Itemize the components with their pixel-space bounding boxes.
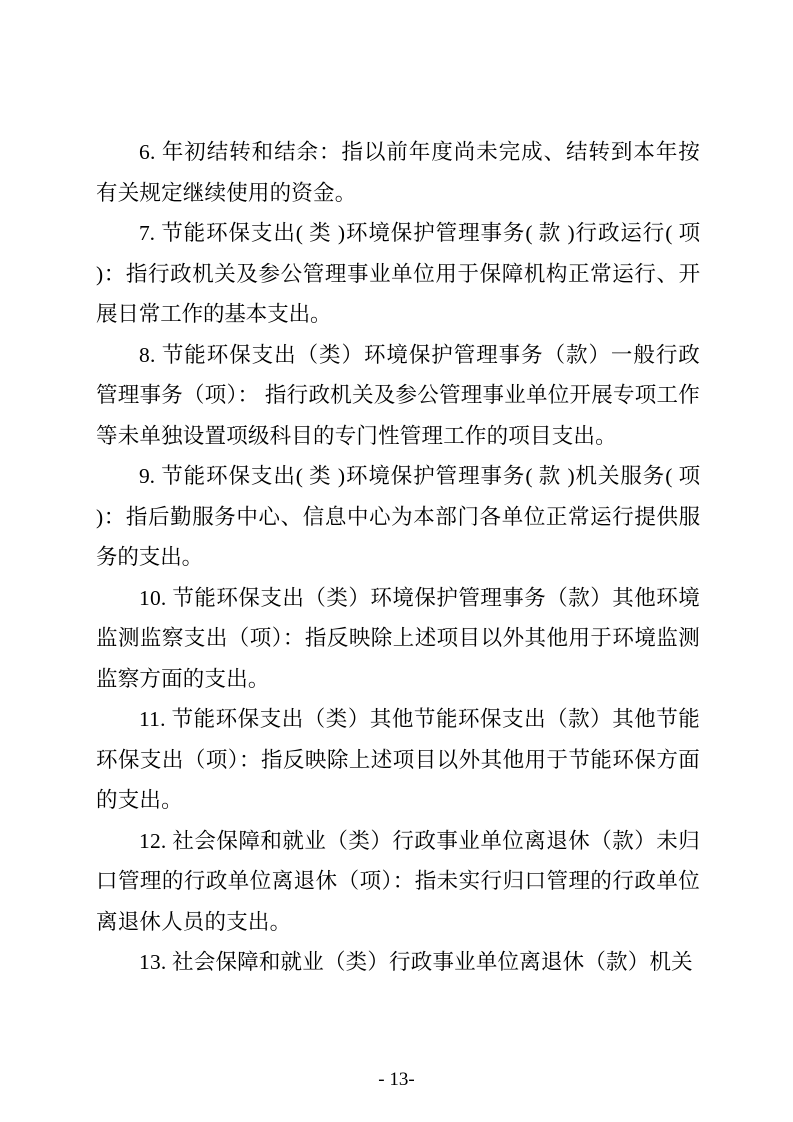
paragraph-11: 11. 节能环保支出（类）其他节能环保支出（款）其他节能环保支出（项）：指反映除上述项目以外其他用于节能环保方面的支出。 bbox=[96, 707, 700, 812]
paragraph-8: 8. 节能环保支出（类）环境保护管理事务（款）一般行政管理事务（项）： 指行政机关及参公管理事业单位开展专项工作等未单独设置项级科目的专门性管理工作的项目支出。 bbox=[96, 342, 700, 448]
document-body bbox=[96, 132, 700, 983]
paragraph-10: 10. 节能环保支出（类）环境保护管理事务（款）其他环境监测监察支出（项）：指反映除上述项目以外其他用于环境监测监察方面的支出。 bbox=[96, 585, 700, 691]
paragraph-9: 9. 节能环保支出( 类 )环境保护管理事务( 款 )机关服务( 项 )：指后勤服务中心、信息中心为本部门各单位正常运行提供服务的支出。 bbox=[96, 464, 700, 569]
page-number: - 13- bbox=[378, 1069, 415, 1090]
paragraph-6: 6. 年初结转和结余：指以前年度尚未完成、结转到本年按有关规定继续使用的资金。 bbox=[96, 140, 700, 205]
paragraph-13: 13. 社会保障和就业（类）行政事业单位离退休（款）机关 bbox=[139, 950, 693, 974]
paragraph-7: 7. 节能环保支出( 类 )环境保护管理事务( 款 )行政运行( 项 )：指行政机关及参公管理事业单位用于保障机构正常运行、开展日常工作的基本支出。 bbox=[96, 221, 700, 326]
paragraph-12: 12. 社会保障和就业（类）行政事业单位离退休（款）未归口管理的行政单位离退休（项）：指未实行归口管理的行政单位离退休人员的支出。 bbox=[96, 828, 700, 934]
